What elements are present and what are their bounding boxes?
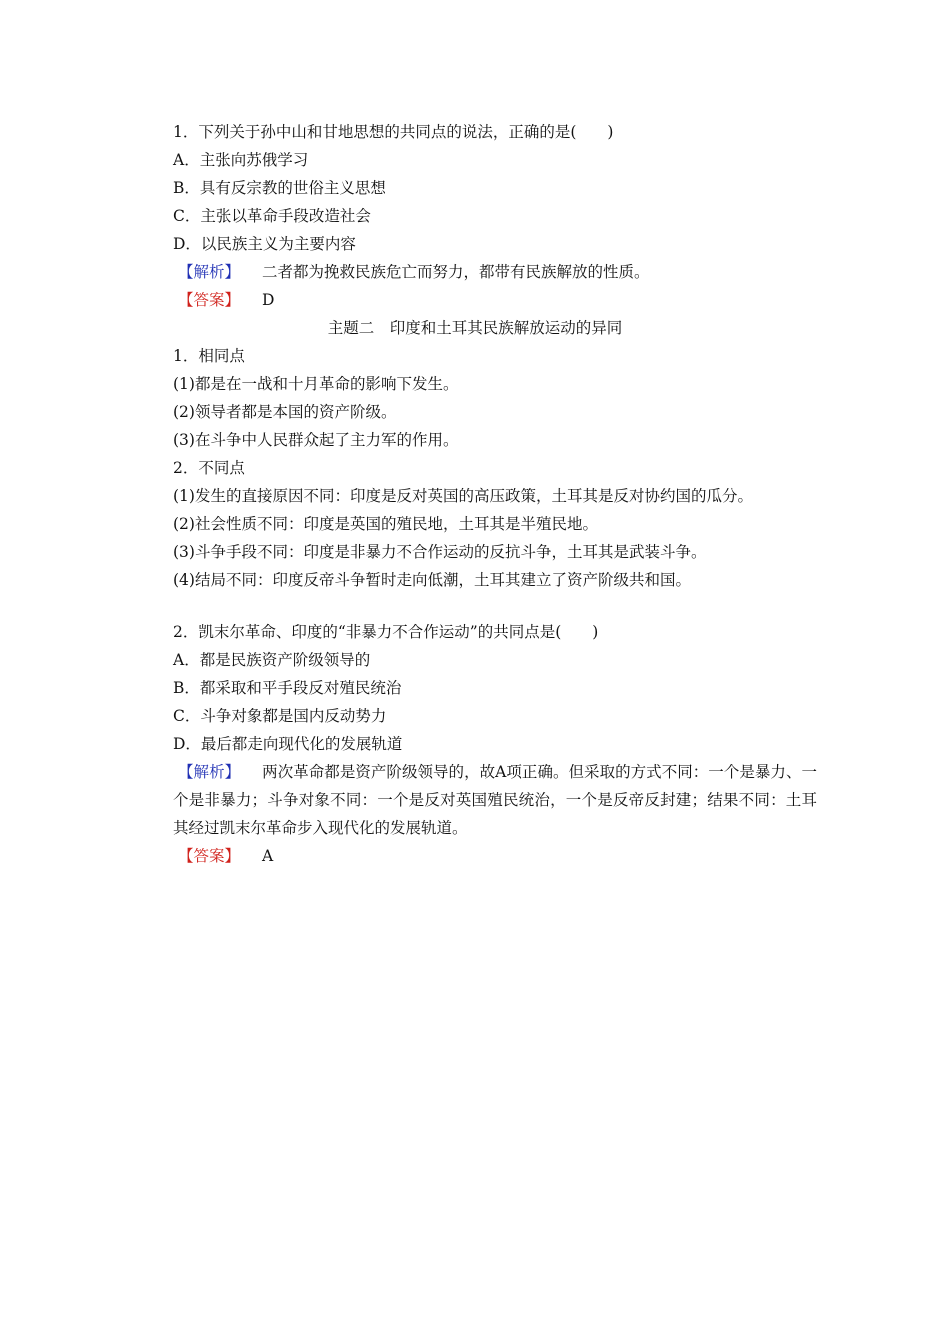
q2-answer <box>178 846 273 866</box>
answer-tag: 【答案】 <box>178 847 241 865</box>
q2-option-a: A．都是民族资产阶级领导的 <box>173 651 371 669</box>
diff-heading: 2．不同点 <box>173 459 245 477</box>
same-point-3: (3)在斗争中人民群众起了主力军的作用。 <box>173 431 459 449</box>
q1-option-c: C．主张以革命手段改造社会 <box>173 207 371 225</box>
q2-option-b: B．都采取和平手段反对殖民统治 <box>173 679 402 697</box>
q1-option-a: A．主张向苏俄学习 <box>173 151 309 169</box>
analysis-tag: 【解析】 <box>178 263 241 281</box>
analysis-tag: 【解析】 <box>178 763 241 781</box>
q1-answer <box>178 290 274 310</box>
answer-text: A <box>262 847 274 865</box>
answer-tag: 【答案】 <box>178 291 241 309</box>
q2-option-d: D．最后都走向现代化的发展轨道 <box>173 735 403 753</box>
q2-option-c: C．斗争对象都是国内反动势力 <box>173 707 387 725</box>
analysis-text: 二者都为挽救民族危亡而努力，都带有民族解放的性质。 <box>262 263 650 281</box>
diff-point-3: (3)斗争手段不同：印度是非暴力不合作运动的反抗斗争，土耳其是武装斗争。 <box>173 543 707 561</box>
q2-analysis <box>173 758 817 842</box>
diff-point-1: (1)发生的直接原因不同：印度是反对英国的高压政策，土耳其是反对协约国的瓜分。 <box>173 487 753 505</box>
same-heading: 1．相同点 <box>173 347 245 365</box>
q1-analysis <box>178 262 650 282</box>
diff-point-4: (4)结局不同：印度反帝斗争暂时走向低潮，土耳其建立了资产阶级共和国。 <box>173 571 691 589</box>
same-point-1: (1)都是在一战和十月革命的影响下发生。 <box>173 375 459 393</box>
q1-option-d: D．以民族主义为主要内容 <box>173 235 356 253</box>
q2-stem: 2．凯末尔革命、印度的“非暴力不合作运动”的共同点是( ) <box>173 623 599 641</box>
q1-option-b: B．具有反宗教的世俗主义思想 <box>173 179 386 197</box>
q1-stem: 1．下列关于孙中山和甘地思想的共同点的说法，正确的是( ) <box>173 123 614 141</box>
same-point-2: (2)领导者都是本国的资产阶级。 <box>173 403 397 421</box>
diff-point-2: (2)社会性质不同：印度是英国的殖民地，土耳其是半殖民地。 <box>173 515 598 533</box>
analysis-text: 两次革命都是资产阶级领导的，故A项正确。但采取的方式不同：一个是暴力、一个是非暴力；斗争对象不同：一个是反对英国殖民统治，一个是反帝反封建；结果不同：土耳其经过凯末尔革命步入现代化的发展轨道。 <box>173 763 817 837</box>
answer-text: D <box>262 291 275 309</box>
topic2-title: 主题二 印度和土耳其民族解放运动的异同 <box>327 319 623 337</box>
